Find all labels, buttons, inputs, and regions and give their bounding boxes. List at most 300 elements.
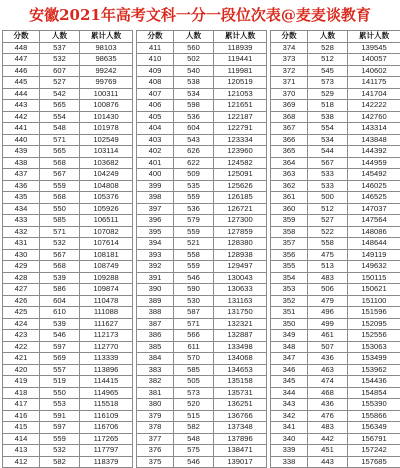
cumulative-cell: 104808 [80,180,133,192]
table-row [137,399,267,411]
score-cell: 427 [3,284,40,296]
count-cell: 534 [174,88,214,100]
score-cell: 444 [3,88,40,100]
count-cell: 536 [174,203,214,215]
score-cell: 362 [271,180,308,192]
header-cumulative: 累计人数 [348,31,400,43]
count-cell: 557 [40,364,80,376]
score-cell: 433 [3,215,40,227]
count-cell: 436 [308,353,348,365]
table-row [3,376,133,388]
cumulative-cell: 130633 [214,284,267,296]
cumulative-cell: 147037 [348,203,400,215]
table-row [3,341,133,353]
score-cell: 438 [3,157,40,169]
score-cell: 435 [3,192,40,204]
count-cell: 538 [308,111,348,123]
table-row [271,203,400,215]
count-cell: 436 [308,399,348,411]
table-row [271,456,400,468]
score-cell: 388 [137,307,174,319]
score-cell: 395 [137,226,174,238]
table-row [3,134,133,146]
table-row [3,169,133,181]
cumulative-cell: 142222 [348,100,400,112]
count-cell: 463 [308,364,348,376]
score-cell: 442 [3,111,40,123]
count-cell: 569 [40,353,80,365]
cumulative-cell: 134653 [214,364,267,376]
header-score: 分数 [137,31,174,43]
score-cell: 393 [137,249,174,261]
score-cell: 347 [271,353,308,365]
table-row [271,226,400,238]
score-cell: 439 [3,146,40,158]
cumulative-cell: 108749 [80,261,133,273]
table-row [271,180,400,192]
cumulative-cell: 116706 [80,422,133,434]
score-cell: 409 [137,65,174,77]
cumulative-cell: 121651 [214,100,267,112]
score-cell: 408 [137,77,174,89]
count-cell: 597 [40,422,80,434]
table-row [137,387,267,399]
table-row [3,399,133,411]
table-row [271,330,400,342]
table-row [271,272,400,284]
table-row [137,123,267,135]
score-cell: 402 [137,146,174,158]
count-cell: 546 [174,272,214,284]
table-row [137,180,267,192]
count-cell: 582 [174,422,214,434]
score-cell: 417 [3,399,40,411]
count-cell: 610 [40,307,80,319]
count-cell: 573 [174,387,214,399]
score-cell: 443 [3,100,40,112]
table-row [137,226,267,238]
count-cell: 591 [40,410,80,422]
count-cell: 565 [40,146,80,158]
table-row [3,445,133,457]
table-row [3,192,133,204]
score-cell: 399 [137,180,174,192]
score-cell: 372 [271,65,308,77]
score-cell: 382 [137,376,174,388]
count-cell: 550 [40,203,80,215]
count-cell: 529 [308,88,348,100]
count-cell: 442 [308,433,348,445]
table-row [137,77,267,89]
table-header-row [271,31,400,43]
table-row [271,134,400,146]
score-cell: 446 [3,65,40,77]
score-cell: 366 [271,134,308,146]
score-cell: 351 [271,307,308,319]
table-row [3,456,133,468]
count-cell: 515 [174,410,214,422]
count-cell: 546 [40,330,80,342]
table-row [271,307,400,319]
table-row [271,192,400,204]
score-cell: 373 [271,54,308,66]
count-cell: 579 [174,215,214,227]
count-cell: 509 [174,169,214,181]
score-cell: 359 [271,215,308,227]
cumulative-cell: 115518 [80,399,133,411]
table-row [271,54,400,66]
cumulative-cell: 157685 [348,456,400,468]
score-cell: 379 [137,410,174,422]
score-cell: 375 [137,456,174,468]
table-row [3,42,133,54]
score-cell: 343 [271,399,308,411]
cumulative-cell: 124582 [214,157,267,169]
cumulative-cell: 126185 [214,192,267,204]
count-cell: 597 [40,341,80,353]
cumulative-cell: 101430 [80,111,133,123]
count-cell: 548 [174,433,214,445]
count-cell: 474 [308,376,348,388]
count-cell: 537 [40,42,80,54]
cumulative-cell: 123334 [214,134,267,146]
score-cell: 434 [3,203,40,215]
score-cell: 414 [3,433,40,445]
score-cell: 413 [3,445,40,457]
table-row [137,42,267,54]
cumulative-cell: 143848 [348,134,400,146]
score-cell: 367 [271,123,308,135]
cumulative-cell: 139545 [348,42,400,54]
table-row [137,272,267,284]
cumulative-cell: 105926 [80,203,133,215]
score-cell: 354 [271,272,308,284]
count-cell: 532 [40,54,80,66]
score-cell: 381 [137,387,174,399]
table-row [271,169,400,181]
count-cell: 522 [308,226,348,238]
count-cell: 461 [308,330,348,342]
count-cell: 626 [174,146,214,158]
table-row [137,364,267,376]
count-cell: 532 [40,445,80,457]
score-cell: 340 [271,433,308,445]
count-cell: 559 [174,192,214,204]
score-cell: 391 [137,272,174,284]
count-cell: 567 [40,249,80,261]
table-row [3,203,133,215]
score-table [2,30,133,468]
table-row [3,353,133,365]
table-row [137,100,267,112]
table-row [271,387,400,399]
score-cell: 350 [271,318,308,330]
count-cell: 518 [308,100,348,112]
cumulative-cell: 146525 [348,192,400,204]
table-row [271,123,400,135]
cumulative-cell: 107614 [80,238,133,250]
cumulative-cell: 150621 [348,284,400,296]
cumulative-cell: 149632 [348,261,400,273]
count-cell: 451 [308,445,348,457]
table-row [271,284,400,296]
table-row [3,364,133,376]
count-cell: 554 [308,123,348,135]
cumulative-cell: 121053 [214,88,267,100]
count-cell: 535 [174,180,214,192]
cumulative-cell: 112770 [80,341,133,353]
count-cell: 554 [40,111,80,123]
score-cell: 437 [3,169,40,181]
table-row [271,146,400,158]
count-cell: 548 [40,123,80,135]
score-cell: 349 [271,330,308,342]
cumulative-cell: 116109 [80,410,133,422]
table-row [271,445,400,457]
score-cell: 368 [271,111,308,123]
table-row [3,54,133,66]
table-row [3,123,133,135]
count-cell: 483 [308,272,348,284]
table-row [137,456,267,468]
count-cell: 512 [308,203,348,215]
count-cell: 622 [174,157,214,169]
count-cell: 476 [308,410,348,422]
table-row [137,353,267,365]
table-row [3,77,133,89]
count-cell: 567 [308,157,348,169]
cumulative-cell: 142760 [348,111,400,123]
cumulative-cell: 118939 [214,42,267,54]
table-row [137,88,267,100]
count-cell: 598 [174,100,214,112]
count-cell: 568 [40,192,80,204]
table-row [137,445,267,457]
score-cell: 348 [271,341,308,353]
table-row [137,330,267,342]
score-cell: 403 [137,134,174,146]
table-row [137,134,267,146]
score-cell: 346 [271,364,308,376]
cumulative-cell: 100311 [80,88,133,100]
count-cell: 539 [40,318,80,330]
cumulative-cell: 117265 [80,433,133,445]
cumulative-cell: 149119 [348,249,400,261]
score-cell: 429 [3,261,40,273]
table-row [3,422,133,434]
cumulative-cell: 152095 [348,318,400,330]
count-cell: 507 [308,341,348,353]
count-cell: 570 [174,353,214,365]
cumulative-cell: 151100 [348,295,400,307]
cumulative-cell: 108181 [80,249,133,261]
cumulative-cell: 137896 [214,433,267,445]
score-cell: 421 [3,353,40,365]
count-cell: 502 [174,54,214,66]
cumulative-cell: 155390 [348,399,400,411]
table-row [3,272,133,284]
count-cell: 586 [40,284,80,296]
cumulative-cell: 132887 [214,330,267,342]
table-row [137,341,267,353]
table-row [271,318,400,330]
count-cell: 539 [40,272,80,284]
cumulative-cell: 113896 [80,364,133,376]
header-score: 分数 [271,31,308,43]
score-cell: 352 [271,295,308,307]
count-cell: 559 [40,433,80,445]
cumulative-cell: 125091 [214,169,267,181]
score-cell: 418 [3,387,40,399]
table-row [137,295,267,307]
table-row [271,410,400,422]
count-cell: 575 [174,445,214,457]
cumulative-cell: 129497 [214,261,267,273]
table-row [271,261,400,273]
cumulative-cell: 113339 [80,353,133,365]
cumulative-cell: 107082 [80,226,133,238]
score-cell: 389 [137,295,174,307]
count-cell: 546 [174,456,214,468]
table-row [271,295,400,307]
cumulative-cell: 153499 [348,353,400,365]
cumulative-cell: 136251 [214,399,267,411]
cumulative-cell: 140602 [348,65,400,77]
header-score: 分数 [3,31,40,43]
cumulative-cell: 103682 [80,157,133,169]
table-row [3,318,133,330]
score-cell: 445 [3,77,40,89]
table-row [137,238,267,250]
cumulative-cell: 135731 [214,387,267,399]
cumulative-cell: 148644 [348,238,400,250]
table-row [271,238,400,250]
cumulative-cell: 98103 [80,42,133,54]
score-cell: 353 [271,284,308,296]
table-header-row [137,31,267,43]
header-count: 人数 [174,31,214,43]
score-cell: 394 [137,238,174,250]
score-cell: 431 [3,238,40,250]
cumulative-cell: 126721 [214,203,267,215]
cumulative-cell: 143314 [348,123,400,135]
cumulative-cell: 99242 [80,65,133,77]
score-cell: 378 [137,422,174,434]
score-cell: 386 [137,330,174,342]
table-row [137,65,267,77]
table-row [137,318,267,330]
count-cell: 534 [308,134,348,146]
cumulative-cell: 153063 [348,341,400,353]
table-row [3,111,133,123]
cumulative-cell: 127300 [214,215,267,227]
score-cell: 387 [137,318,174,330]
score-cell: 364 [271,157,308,169]
table-row [271,249,400,261]
count-cell: 585 [40,215,80,227]
cumulative-cell: 117797 [80,445,133,457]
cumulative-cell: 133498 [214,341,267,353]
count-cell: 559 [40,180,80,192]
cumulative-cell: 127859 [214,226,267,238]
count-cell: 443 [308,456,348,468]
table-row [3,180,133,192]
count-cell: 544 [308,146,348,158]
count-cell: 505 [174,376,214,388]
cumulative-cell: 122187 [214,111,267,123]
count-cell: 545 [308,65,348,77]
score-cell: 448 [3,42,40,54]
cumulative-cell: 152556 [348,330,400,342]
score-table [270,30,400,468]
count-cell: 558 [174,249,214,261]
table-row [271,215,400,227]
cumulative-cell: 138471 [214,445,267,457]
cumulative-cell: 130043 [214,272,267,284]
table-row [137,54,267,66]
count-cell: 533 [308,169,348,181]
score-cell: 371 [271,77,308,89]
cumulative-cell: 114415 [80,376,133,388]
cumulative-cell: 110478 [80,295,133,307]
score-cell: 338 [271,456,308,468]
cumulative-cell: 155866 [348,410,400,422]
cumulative-cell: 105376 [80,192,133,204]
cumulative-cell: 125626 [214,180,267,192]
count-cell: 542 [40,88,80,100]
table-row [137,410,267,422]
score-cell: 405 [137,111,174,123]
cumulative-cell: 119441 [214,54,267,66]
cumulative-cell: 134068 [214,353,267,365]
score-cell: 398 [137,192,174,204]
table-row [3,88,133,100]
cumulative-cell: 140057 [348,54,400,66]
score-cell: 345 [271,376,308,388]
header-count: 人数 [40,31,80,43]
table-row [137,249,267,261]
count-cell: 567 [40,169,80,181]
score-cell: 360 [271,203,308,215]
score-cell: 374 [271,42,308,54]
count-cell: 499 [308,318,348,330]
table-row [271,111,400,123]
header-cumulative: 累计人数 [80,31,133,43]
cumulative-cell: 98635 [80,54,133,66]
count-cell: 543 [174,134,214,146]
count-cell: 568 [40,261,80,273]
cumulative-cell: 122791 [214,123,267,135]
score-cell: 425 [3,307,40,319]
table-row [3,65,133,77]
score-cell: 383 [137,364,174,376]
count-cell: 559 [174,261,214,273]
cumulative-cell: 104249 [80,169,133,181]
count-cell: 611 [174,341,214,353]
table-row [271,422,400,434]
count-cell: 571 [174,318,214,330]
score-cell: 397 [137,203,174,215]
score-cell: 420 [3,364,40,376]
count-cell: 532 [40,238,80,250]
table-row [3,249,133,261]
count-cell: 566 [174,330,214,342]
count-cell: 520 [174,399,214,411]
count-cell: 587 [174,307,214,319]
cumulative-cell: 141175 [348,77,400,89]
table-row [3,330,133,342]
score-cell: 441 [3,123,40,135]
